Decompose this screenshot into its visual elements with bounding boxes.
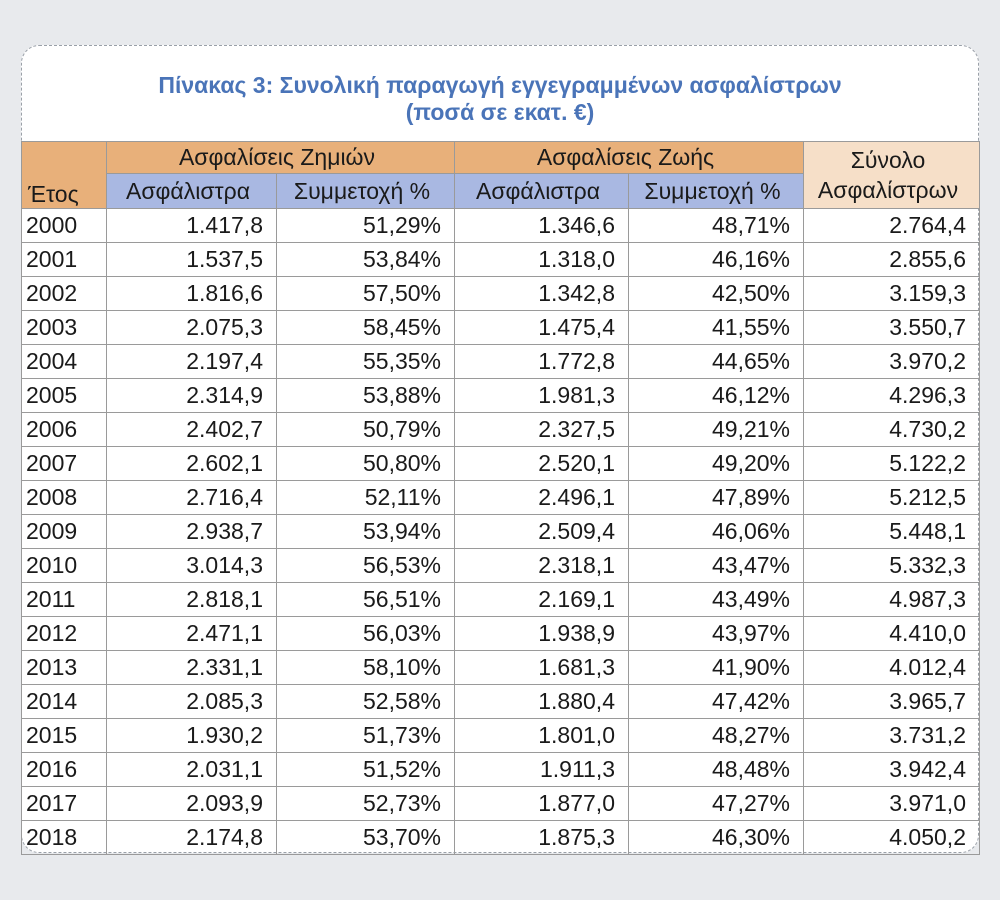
nonlife-share-header: Συμμετοχή % bbox=[277, 174, 455, 209]
table-row bbox=[22, 515, 980, 549]
year-cell: 2003 bbox=[22, 311, 107, 345]
life-premiums-cell: 1.938,9 bbox=[455, 617, 629, 651]
life-share-cell: 46,06% bbox=[629, 515, 804, 549]
nonlife-premiums-cell: 2.197,4 bbox=[107, 345, 277, 379]
life-premiums-cell: 1.475,4 bbox=[455, 311, 629, 345]
table-row bbox=[22, 549, 980, 583]
life-share-cell: 41,55% bbox=[629, 311, 804, 345]
nonlife-premiums-cell: 1.417,8 bbox=[107, 209, 277, 243]
year-cell: 2018 bbox=[22, 821, 107, 855]
life-share-header: Συμμετοχή % bbox=[629, 174, 804, 209]
life-premiums-cell: 2.327,5 bbox=[455, 413, 629, 447]
year-cell: 2012 bbox=[22, 617, 107, 651]
life-premiums-cell: 1.318,0 bbox=[455, 243, 629, 277]
table-title bbox=[0, 72, 1000, 126]
nonlife-premiums-cell: 1.537,5 bbox=[107, 243, 277, 277]
total-cell: 4.730,2 bbox=[804, 413, 980, 447]
nonlife-share-cell: 50,79% bbox=[277, 413, 455, 447]
total-cell: 4.012,4 bbox=[804, 651, 980, 685]
table-row bbox=[22, 685, 980, 719]
table-row bbox=[22, 617, 980, 651]
year-cell: 2000 bbox=[22, 209, 107, 243]
total-cell: 4.050,2 bbox=[804, 821, 980, 855]
nonlife-premiums-cell: 2.174,8 bbox=[107, 821, 277, 855]
year-cell: 2013 bbox=[22, 651, 107, 685]
nonlife-premiums-cell: 2.818,1 bbox=[107, 583, 277, 617]
total-cell: 4.410,0 bbox=[804, 617, 980, 651]
year-cell: 2011 bbox=[22, 583, 107, 617]
nonlife-share-cell: 51,29% bbox=[277, 209, 455, 243]
total-cell: 5.212,5 bbox=[804, 481, 980, 515]
life-premiums-cell: 1.875,3 bbox=[455, 821, 629, 855]
life-share-cell: 46,30% bbox=[629, 821, 804, 855]
table-row bbox=[22, 447, 980, 481]
life-premiums-cell: 1.880,4 bbox=[455, 685, 629, 719]
total-header-line-1: Σύνολο bbox=[850, 147, 926, 173]
life-premiums-cell: 1.681,3 bbox=[455, 651, 629, 685]
nonlife-share-cell: 56,53% bbox=[277, 549, 455, 583]
life-premiums-cell: 2.318,1 bbox=[455, 549, 629, 583]
total-cell: 3.970,2 bbox=[804, 345, 980, 379]
header-row-1 bbox=[22, 142, 980, 174]
total-cell: 3.159,3 bbox=[804, 277, 980, 311]
table-row bbox=[22, 651, 980, 685]
total-cell: 3.971,0 bbox=[804, 787, 980, 821]
year-cell: 2009 bbox=[22, 515, 107, 549]
total-cell: 3.965,7 bbox=[804, 685, 980, 719]
total-cell: 3.731,2 bbox=[804, 719, 980, 753]
table-row bbox=[22, 719, 980, 753]
total-cell: 3.942,4 bbox=[804, 753, 980, 787]
year-cell: 2006 bbox=[22, 413, 107, 447]
nonlife-premiums-cell: 2.938,7 bbox=[107, 515, 277, 549]
nonlife-premiums-cell: 2.402,7 bbox=[107, 413, 277, 447]
life-share-cell: 46,12% bbox=[629, 379, 804, 413]
year-cell: 2016 bbox=[22, 753, 107, 787]
year-cell: 2002 bbox=[22, 277, 107, 311]
life-share-cell: 44,65% bbox=[629, 345, 804, 379]
nonlife-share-cell: 58,45% bbox=[277, 311, 455, 345]
total-cell: 2.855,6 bbox=[804, 243, 980, 277]
life-premiums-cell: 1.911,3 bbox=[455, 753, 629, 787]
year-cell: 2010 bbox=[22, 549, 107, 583]
life-premiums-cell: 1.801,0 bbox=[455, 719, 629, 753]
life-premiums-cell: 2.169,1 bbox=[455, 583, 629, 617]
table-row bbox=[22, 209, 980, 243]
total-cell: 5.448,1 bbox=[804, 515, 980, 549]
nonlife-premiums-cell: 2.471,1 bbox=[107, 617, 277, 651]
life-share-cell: 47,42% bbox=[629, 685, 804, 719]
year-cell: 2014 bbox=[22, 685, 107, 719]
table-row bbox=[22, 583, 980, 617]
nonlife-premiums-header: Ασφάλιστρα bbox=[107, 174, 277, 209]
life-premiums-header: Ασφάλιστρα bbox=[455, 174, 629, 209]
premiums-table bbox=[21, 141, 980, 855]
nonlife-header: Ασφαλίσεις Ζημιών bbox=[107, 142, 455, 174]
table-row bbox=[22, 481, 980, 515]
nonlife-premiums-cell: 2.085,3 bbox=[107, 685, 277, 719]
year-cell: 2005 bbox=[22, 379, 107, 413]
nonlife-premiums-cell: 2.716,4 bbox=[107, 481, 277, 515]
life-premiums-cell: 1.877,0 bbox=[455, 787, 629, 821]
life-share-cell: 43,47% bbox=[629, 549, 804, 583]
nonlife-share-cell: 53,88% bbox=[277, 379, 455, 413]
nonlife-share-cell: 52,58% bbox=[277, 685, 455, 719]
nonlife-premiums-cell: 2.031,1 bbox=[107, 753, 277, 787]
life-share-cell: 43,97% bbox=[629, 617, 804, 651]
life-premiums-cell: 1.342,8 bbox=[455, 277, 629, 311]
year-header: Έτος bbox=[22, 142, 107, 209]
life-share-cell: 42,50% bbox=[629, 277, 804, 311]
total-cell: 4.987,3 bbox=[804, 583, 980, 617]
nonlife-share-cell: 52,73% bbox=[277, 787, 455, 821]
total-header bbox=[804, 142, 980, 209]
table-row bbox=[22, 787, 980, 821]
table-body bbox=[22, 209, 980, 855]
table-row bbox=[22, 413, 980, 447]
life-share-cell: 49,20% bbox=[629, 447, 804, 481]
nonlife-share-cell: 53,94% bbox=[277, 515, 455, 549]
nonlife-share-cell: 57,50% bbox=[277, 277, 455, 311]
life-premiums-cell: 2.520,1 bbox=[455, 447, 629, 481]
total-cell: 5.332,3 bbox=[804, 549, 980, 583]
title-line-1: Πίνακας 3: Συνολική παραγωγή εγγεγραμμένων ασφαλίστρων bbox=[158, 72, 842, 98]
life-share-cell: 48,48% bbox=[629, 753, 804, 787]
year-cell: 2001 bbox=[22, 243, 107, 277]
table-row bbox=[22, 311, 980, 345]
life-premiums-cell: 2.509,4 bbox=[455, 515, 629, 549]
total-cell: 2.764,4 bbox=[804, 209, 980, 243]
table-row bbox=[22, 345, 980, 379]
life-premiums-cell: 1.772,8 bbox=[455, 345, 629, 379]
nonlife-share-cell: 53,84% bbox=[277, 243, 455, 277]
nonlife-share-cell: 56,03% bbox=[277, 617, 455, 651]
nonlife-premiums-cell: 3.014,3 bbox=[107, 549, 277, 583]
life-share-cell: 49,21% bbox=[629, 413, 804, 447]
nonlife-premiums-cell: 2.075,3 bbox=[107, 311, 277, 345]
life-share-cell: 47,89% bbox=[629, 481, 804, 515]
nonlife-premiums-cell: 2.602,1 bbox=[107, 447, 277, 481]
nonlife-share-cell: 51,52% bbox=[277, 753, 455, 787]
title-line-2: (ποσά σε εκατ. €) bbox=[405, 99, 595, 125]
year-cell: 2015 bbox=[22, 719, 107, 753]
year-cell: 2004 bbox=[22, 345, 107, 379]
life-premiums-cell: 1.981,3 bbox=[455, 379, 629, 413]
nonlife-share-cell: 56,51% bbox=[277, 583, 455, 617]
life-share-cell: 43,49% bbox=[629, 583, 804, 617]
nonlife-share-cell: 50,80% bbox=[277, 447, 455, 481]
nonlife-premiums-cell: 2.314,9 bbox=[107, 379, 277, 413]
life-share-cell: 48,27% bbox=[629, 719, 804, 753]
year-cell: 2007 bbox=[22, 447, 107, 481]
nonlife-share-cell: 53,70% bbox=[277, 821, 455, 855]
nonlife-share-cell: 58,10% bbox=[277, 651, 455, 685]
table-row bbox=[22, 753, 980, 787]
life-share-cell: 47,27% bbox=[629, 787, 804, 821]
nonlife-premiums-cell: 2.331,1 bbox=[107, 651, 277, 685]
nonlife-premiums-cell: 1.816,6 bbox=[107, 277, 277, 311]
table-row bbox=[22, 277, 980, 311]
year-cell: 2017 bbox=[22, 787, 107, 821]
life-premiums-cell: 2.496,1 bbox=[455, 481, 629, 515]
table-row bbox=[22, 243, 980, 277]
life-share-cell: 46,16% bbox=[629, 243, 804, 277]
total-cell: 3.550,7 bbox=[804, 311, 980, 345]
year-cell: 2008 bbox=[22, 481, 107, 515]
nonlife-share-cell: 52,11% bbox=[277, 481, 455, 515]
life-premiums-cell: 1.346,6 bbox=[455, 209, 629, 243]
nonlife-premiums-cell: 2.093,9 bbox=[107, 787, 277, 821]
life-header: Ασφαλίσεις Ζωής bbox=[455, 142, 804, 174]
total-cell: 5.122,2 bbox=[804, 447, 980, 481]
table-row bbox=[22, 379, 980, 413]
life-share-cell: 41,90% bbox=[629, 651, 804, 685]
life-share-cell: 48,71% bbox=[629, 209, 804, 243]
nonlife-premiums-cell: 1.930,2 bbox=[107, 719, 277, 753]
nonlife-share-cell: 55,35% bbox=[277, 345, 455, 379]
table-row bbox=[22, 821, 980, 855]
nonlife-share-cell: 51,73% bbox=[277, 719, 455, 753]
total-header-line-2: Ασφαλίστρων bbox=[817, 177, 959, 203]
total-cell: 4.296,3 bbox=[804, 379, 980, 413]
